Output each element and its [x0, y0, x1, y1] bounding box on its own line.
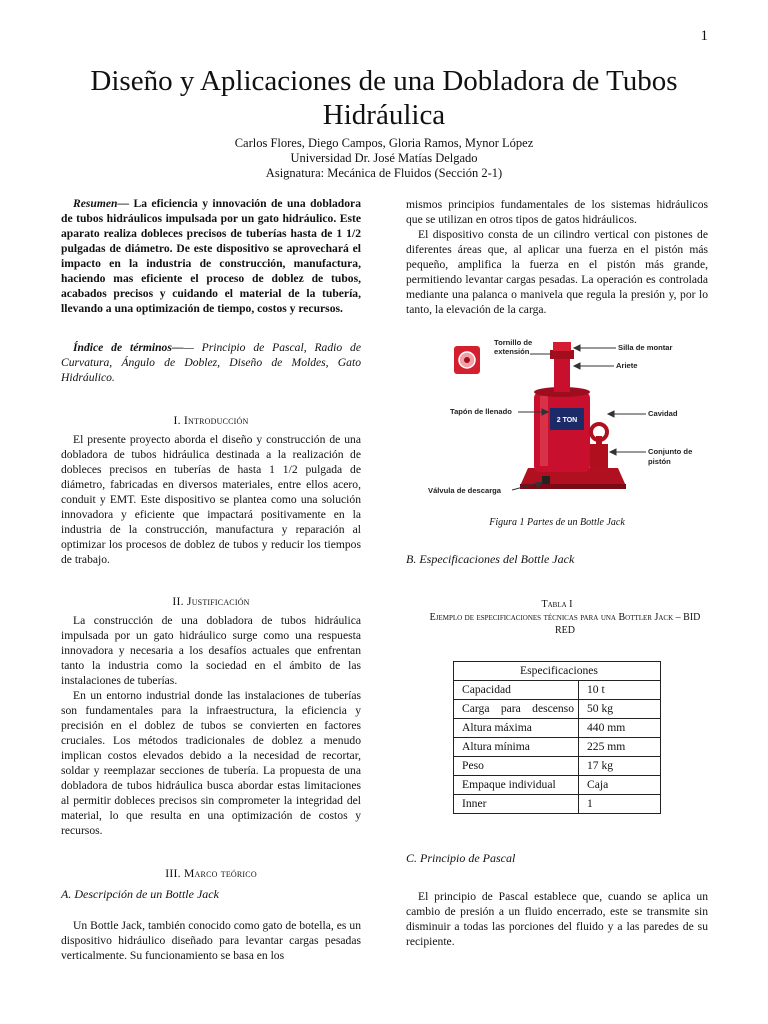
spec-table: [453, 661, 661, 814]
subheading-bottle-jack: A. Descripción de un Bottle Jack: [61, 887, 219, 901]
table-row: [454, 681, 661, 700]
figure-bottle-jack: [428, 336, 720, 506]
label-fill-plug: Tapón de llenado: [450, 407, 512, 416]
table-row: [454, 776, 661, 795]
jack-ram: [554, 358, 570, 392]
spec-value: 225 mm: [579, 738, 661, 757]
spec-value: 440 mm: [579, 719, 661, 738]
spec-value: 10 t: [579, 681, 661, 700]
spec-key: Carga para descenso: [454, 700, 579, 719]
spec-key: Altura mínima: [454, 738, 579, 757]
abstract-label: Resumen—: [73, 197, 130, 210]
index-terms: [61, 340, 361, 385]
spec-key: Capacidad: [454, 681, 579, 700]
figure-caption: Figura 1 Partes de un Bottle Jack: [489, 517, 625, 528]
spec-key: Inner: [454, 795, 579, 814]
justification-body: [61, 613, 361, 838]
intro-text: El presente proyecto aborda el diseño y construcción de una dobladora de tubos hidráulica destinada a la realización de dobleces precisos en tuberías de hasta 1 1/2 pulgada de diámetro, fabricadas en diversos materiales, entre ellos acero, conduit y EMT. Este dispositivo se plantea como una solución innovadora y eficiente que impactará positivamente en la industria de la construcción, manufactura y reparación al optimizar los procesos de doblez de tubos y reducir los tiempos de trabajo.: [61, 433, 361, 566]
subheading-pascal: C. Principio de Pascal: [406, 851, 516, 865]
abstract-text: La eficiencia y innovación de una dobladora de tubos hidráulicos impulsada por un gato hidráulico. Este aparato realiza dobleces precisos de tuberías hasta de 1 1/2 pulgadas de diámetro. De este dispositivo se aprovechará el impacto en la industria de construcción, manufactura, haciendo mas eficiente el proceso de doblez de tubos, acabados precisos y cuidando el material de la tubería, llevando a una optimización de tiempo, costos y recursos.: [61, 197, 361, 315]
paper-title: Diseño y Aplicaciones de una Dobladora de Tubos Hidráulica: [90, 65, 678, 131]
table-label: Tabla I: [541, 599, 573, 610]
spec-key: Empaque individual: [454, 776, 579, 795]
justification-p1: La construcción de una dobladora de tubos hidráulica impulsada por un gato hidráulico surge como una respuesta innovadora y necesaria a los desafíos actuales que enfrentan tanto la industria como la sociedad en el ámbito de las instalaciones de tuberías.: [61, 614, 361, 687]
authors: Carlos Flores, Diego Campos, Gloria Ramos, Mynor López: [234, 136, 534, 150]
intro-paragraph: [61, 432, 361, 567]
index-terms-label: Índice de términos—: [73, 341, 184, 354]
release-valve-knob: [542, 476, 550, 484]
university: Universidad Dr. José Matías Delgado: [290, 151, 478, 165]
table-row: [454, 719, 661, 738]
bottle-jack-continued: [406, 197, 708, 317]
index-terms-text: — Principio de Pascal, Radio de Curvatura, Ángulo de Doblez, Diseño de Moldes, Gato Hidráulico.: [61, 341, 361, 384]
justification-p2: En un entorno industrial donde las instalaciones de tuberías son fundamentales para la infraestructura, la eficiencia y precisión en el doblez de tubos se convierten en factores cruciales. Los métodos tradicionales de doblez a menudo implican costos elevados debido a la necesidad de recortar, soldar y reemplazar secciones de tubería. La propuesta de una dobladora de tubos hidráulica busca abordar estas limitaciones al permitir dobleces precisos sin comprometer la integridad del material, lo que resulta en una optimización de costos y recursos.: [61, 689, 361, 837]
table-row: [454, 738, 661, 757]
spec-table-header: Especificaciones: [454, 662, 661, 681]
spec-key: Altura máxima: [454, 719, 579, 738]
spec-value: 50 kg: [579, 700, 661, 719]
abstract: [61, 196, 361, 316]
table-row: [454, 795, 661, 814]
pascal-text: El principio de Pascal establece que, cuando se aplica un cambio de presión a un fluido encerrado, este se transmite sin disminuir a todas las porciones del fluido y a las paredes de su recipiente.: [406, 890, 708, 948]
page-number: 1: [700, 28, 708, 44]
table-row: [454, 757, 661, 776]
label-release-valve: Válvula de descarga: [428, 486, 502, 495]
pump-cylinder: [590, 444, 608, 468]
spec-key: Peso: [454, 757, 579, 776]
section-heading-intro: I. Introducción: [173, 413, 249, 427]
subheading-specifications: B. Especificaciones del Bottle Jack: [406, 552, 575, 566]
section-heading-framework: III. Marco teórico: [165, 866, 257, 880]
bottle-jack-illustration: [450, 336, 720, 506]
label-cavity: Cavidad: [648, 409, 678, 418]
label-piston-set: Conjunto de pistón: [648, 447, 693, 466]
bottle-jack-paragraph: [61, 918, 361, 963]
bottle-jack-text: Un Bottle Jack, también conocido como gato de botella, es un dispositivo hidráulico diseñado para levantar cargas pesadas verticalmente. Su funcionamiento se basa en los: [61, 919, 361, 962]
label-saddle: Silla de montar: [618, 343, 673, 352]
jack-saddle: [550, 350, 574, 359]
spec-value: Caja: [579, 776, 661, 795]
label-extension-screw: Tornillo de extensión: [494, 338, 533, 356]
section-heading-justification: II. Justificación: [172, 594, 250, 608]
spec-value: 1: [579, 795, 661, 814]
pascal-paragraph: [406, 889, 708, 949]
spec-value: 17 kg: [579, 757, 661, 776]
label-ram: Ariete: [616, 361, 638, 370]
bottle-jack-text-cont: mismos principios fundamentales de los sistemas hidráulicos que se utilizan en otros tipos de gatos hidráulicos.: [406, 198, 708, 226]
bottle-jack-p2: El dispositivo consta de un cilindro vertical con pistones de diferentes áreas que, al aplicar una fuerza en el pistón más pequeño, amplifica la fuerza en el pistón más grande, permitiendo levantar cargas pesadas. La operación es controlada mediante una palanca o manivela que regula la presión y, por lo tanto, la elevación de la carga.: [406, 228, 708, 316]
jack-label-text: 2 TON: [556, 417, 578, 424]
table-row: [454, 700, 661, 719]
table-caption: Ejemplo de especificaciones técnicas para una Bottler Jack – BID RED: [429, 612, 701, 636]
course: Asignatura: Mecánica de Fluidos (Sección 2-1): [265, 166, 503, 180]
